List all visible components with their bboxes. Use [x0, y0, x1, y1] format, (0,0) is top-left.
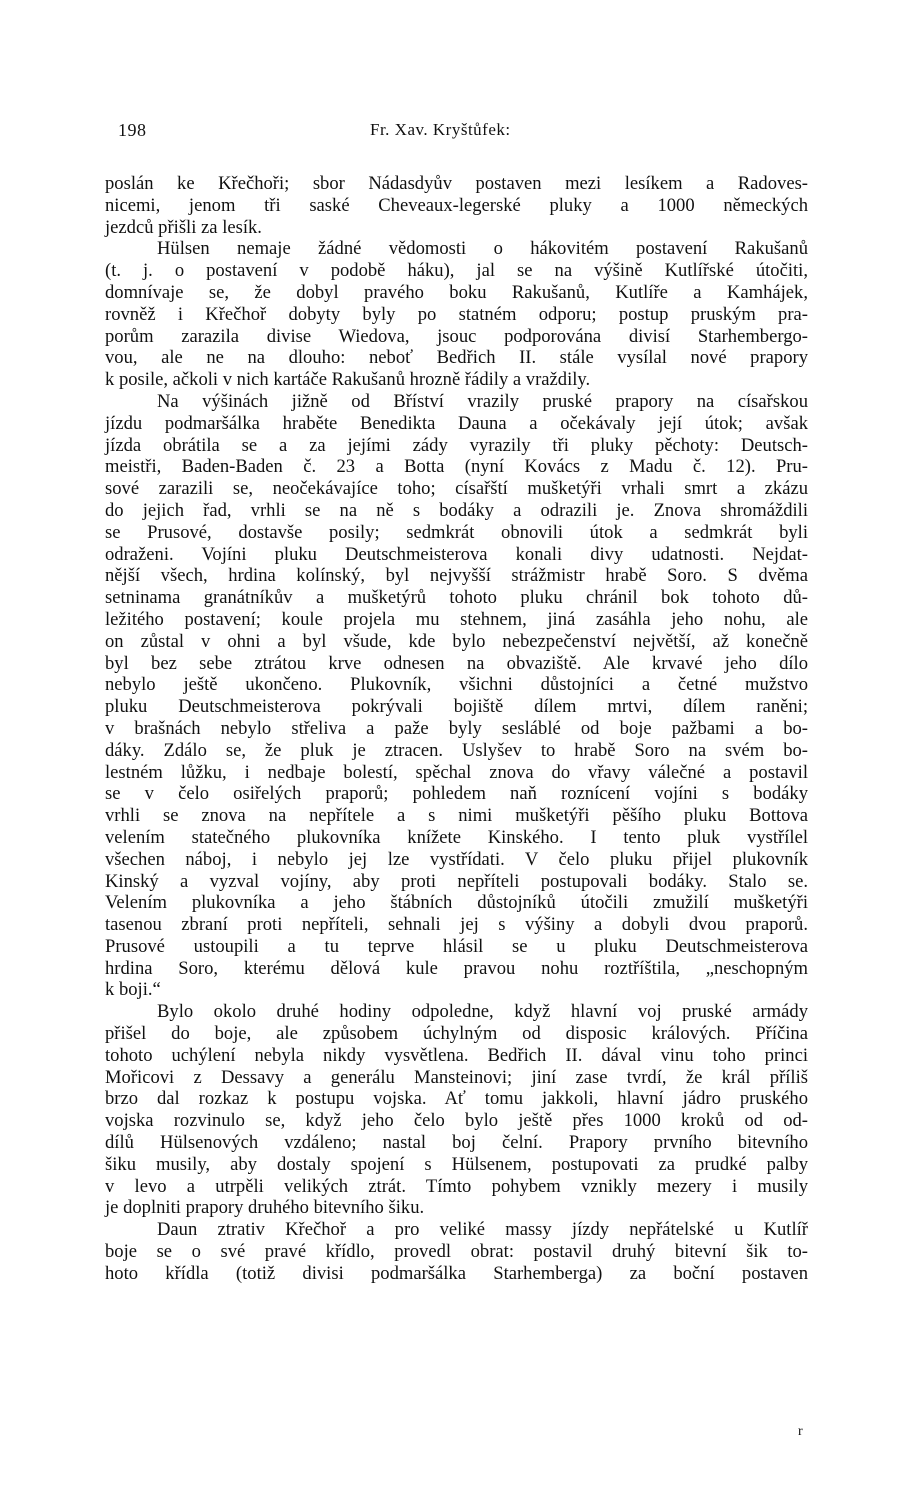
text-line: hrdina Soro, kterému dělová kule pravou nohu roztříštila, „neschopným — [105, 957, 808, 979]
text-line: Daun ztrativ Křečhoř a pro veliké massy jízdy nepřátelské u Kutlíř — [157, 1219, 808, 1241]
text-line: domnívaje se, že dobyl pravého boku Rakušanů, Kutlíře a Kamhájek, — [105, 281, 808, 303]
text-line: velením statečného plukovníka knížete Kinského. I tento pluk vystřílel — [105, 826, 808, 848]
text-line: (t. j. o postavení v podobě háku), jal se na výšině Kutlířské útočiti, — [105, 260, 808, 282]
text-line: rovněž i Křečhoř dobyty byly po statném odporu; postup pruským pra- — [105, 303, 808, 325]
text-line: dáky. Zdálo se, že pluk je ztracen. Uslyšev to hrabě Soro na svém bo- — [105, 739, 808, 761]
text-line: on zůstal v ohni a byl všude, kde bylo nebezpečenství největší, až konečně — [105, 630, 808, 652]
body-text — [105, 173, 808, 1285]
text-line: setninama granátníkův a mušketýrů tohoto pluku chránil bok tohoto dů- — [105, 587, 808, 609]
text-line: pluku Deutschmeisterova pokrývali bojiště dílem mrtvi, dílem raněni; — [105, 696, 808, 718]
text-line: v brašnách nebylo střeliva a paže byly sesláblé od boje pažbami a bo- — [105, 717, 808, 739]
text-line: jízdu podmaršálka hraběte Benedikta Dauna a očekávaly její útok; avšak — [105, 412, 808, 434]
text-line: k posile, ačkoli v nich kartáče Rakušanů hrozně řádily a vraždily. — [105, 369, 591, 391]
text-line: k boji.“ — [105, 979, 161, 1001]
text-line: Bylo okolo druhé hodiny odpoledne, když hlavní voj pruské armády — [157, 1001, 808, 1023]
text-line: je doplniti prapory druhého bitevního šiku. — [105, 1197, 425, 1219]
text-line: přišel do boje, ale způsobem úchylným od disposic králových. Příčina — [105, 1023, 808, 1045]
text-line: jezdců přišli za lesík. — [105, 216, 262, 238]
text-line: tohoto uchýlení nebyla nikdy vysvětlena. Bedřich II. dával vinu toho princi — [105, 1044, 808, 1066]
text-line: nější všech, hrdina kolínský, byl nejvyšší strážmistr hrabě Soro. S dvěma — [105, 565, 808, 587]
text-line: šiku musily, aby dostaly spojení s Hülsenem, postupovati za prudké palby — [105, 1153, 808, 1175]
text-line: v levo a utrpěli velikých ztrát. Tímto pohybem vznikly mezery i musily — [105, 1175, 808, 1197]
text-line: Hülsen nemaje žádné vědomosti o hákovitém postavení Rakušanů — [157, 238, 808, 260]
text-line: Kinský a vyzval vojíny, aby proti nepříteli postupovali bodáky. Stalo se. — [105, 870, 808, 892]
text-line: vrhli se znova na nepřítele a s nimi mušketýři pěšího pluku Bottova — [105, 805, 808, 827]
text-line: jízda obrátila se a za jejími zády vyrazily tři pluky pěchoty: Deutsch- — [105, 434, 808, 456]
text-line: vojska rozvinulo se, když jeho čelo bylo ještě přes 1000 kroků od od- — [105, 1110, 808, 1132]
text-line: se v čelo osiřelých praporů; pohledem naň roznícení vojíni s bodáky — [105, 783, 808, 805]
text-line: odraženi. Vojíni pluku Deutschmeisterova konali divy udatnosti. Nejdat- — [105, 543, 808, 565]
running-head-title: Fr. Xav. Kryštůfek: — [370, 120, 511, 139]
text-line: Na výšinách jižně od Bříství vrazily pruské prapory na císařskou — [157, 390, 808, 412]
text-line: Velením plukovníka a jeho štábních důstojníků útočili zmužilí mušketýři — [105, 892, 808, 914]
running-head — [118, 120, 810, 144]
text-line: tasenou zbraní proti nepříteli, sehnali jej s výšiny a dobyli dvou praporů. — [105, 914, 808, 936]
text-line: Prusové ustoupili a tu teprve hlásil se u pluku Deutschmeisterova — [105, 935, 808, 957]
text-line: nicemi, jenom tři saské Cheveaux-legerské pluky a 1000 německých — [105, 194, 808, 216]
page-number: 198 — [118, 120, 147, 140]
text-line: poslán ke Křečhoři; sbor Nádasdyův postaven mezi lesíkem a Radoves- — [105, 173, 808, 194]
text-line: vou, ale ne na dlouho: neboť Bedřich II. stále vysílal nové prapory — [105, 347, 808, 369]
text-line: byl bez sebe ztrátou krve odnesen na obvaziště. Ale krvavé jeho dílo — [105, 652, 808, 674]
text-line: lestném lůžku, i nedbaje bolestí, spěchal znova do vřavy válečné a postavil — [105, 761, 808, 783]
text-line: brzo dal rozkaz k postupu vojska. Ať tomu jakkoli, hlavní jádro pruského — [105, 1088, 808, 1110]
text-line: meistři, Baden-Baden č. 23 a Botta (nyní Kovács z Madu č. 12). Pru- — [105, 456, 808, 478]
text-line: boje se o své pravé křídlo, provedl obrat: postavil druhý bitevní šik to- — [105, 1241, 808, 1263]
text-line: dílů Hülsenových vzdáleno; nastal boj čelní. Prapory prvního bitevního — [105, 1132, 808, 1154]
text-line: ležitého postavení; koule projela mu stehnem, jiná zasáhla jeho nohu, ale — [105, 608, 808, 630]
text-line: sové zarazili se, neočekávajíce toho; císařští mušketýři vrhali smrt a zkázu — [105, 478, 808, 500]
text-line: nebylo ještě ukončeno. Plukovník, všichni důstojníci a četné mužstvo — [105, 674, 808, 696]
text-line: Mořicovi z Dessavy a generálu Mansteinovi; jiní zase tvrdí, že král příliš — [105, 1066, 808, 1088]
text-line: hoto křídla (totiž divisi podmaršálka Starhemberga) za boční postaven — [105, 1262, 808, 1284]
text-line: do jejich řad, vrhli se na ně s bodáky a odrazili je. Znova shromáždili — [105, 499, 808, 521]
text-line: porům zarazila divise Wiedova, jsouc podporována divisí Starhembergo- — [105, 325, 808, 347]
text-line: všechen náboj, i nebylo jej lze vystřídati. V čelo pluku přijel plukovník — [105, 848, 808, 870]
text-line: se Prusové, dostavše posily; sedmkrát obnovili útok a sedmkrát byli — [105, 521, 808, 543]
stray-mark: r — [798, 1424, 803, 1439]
